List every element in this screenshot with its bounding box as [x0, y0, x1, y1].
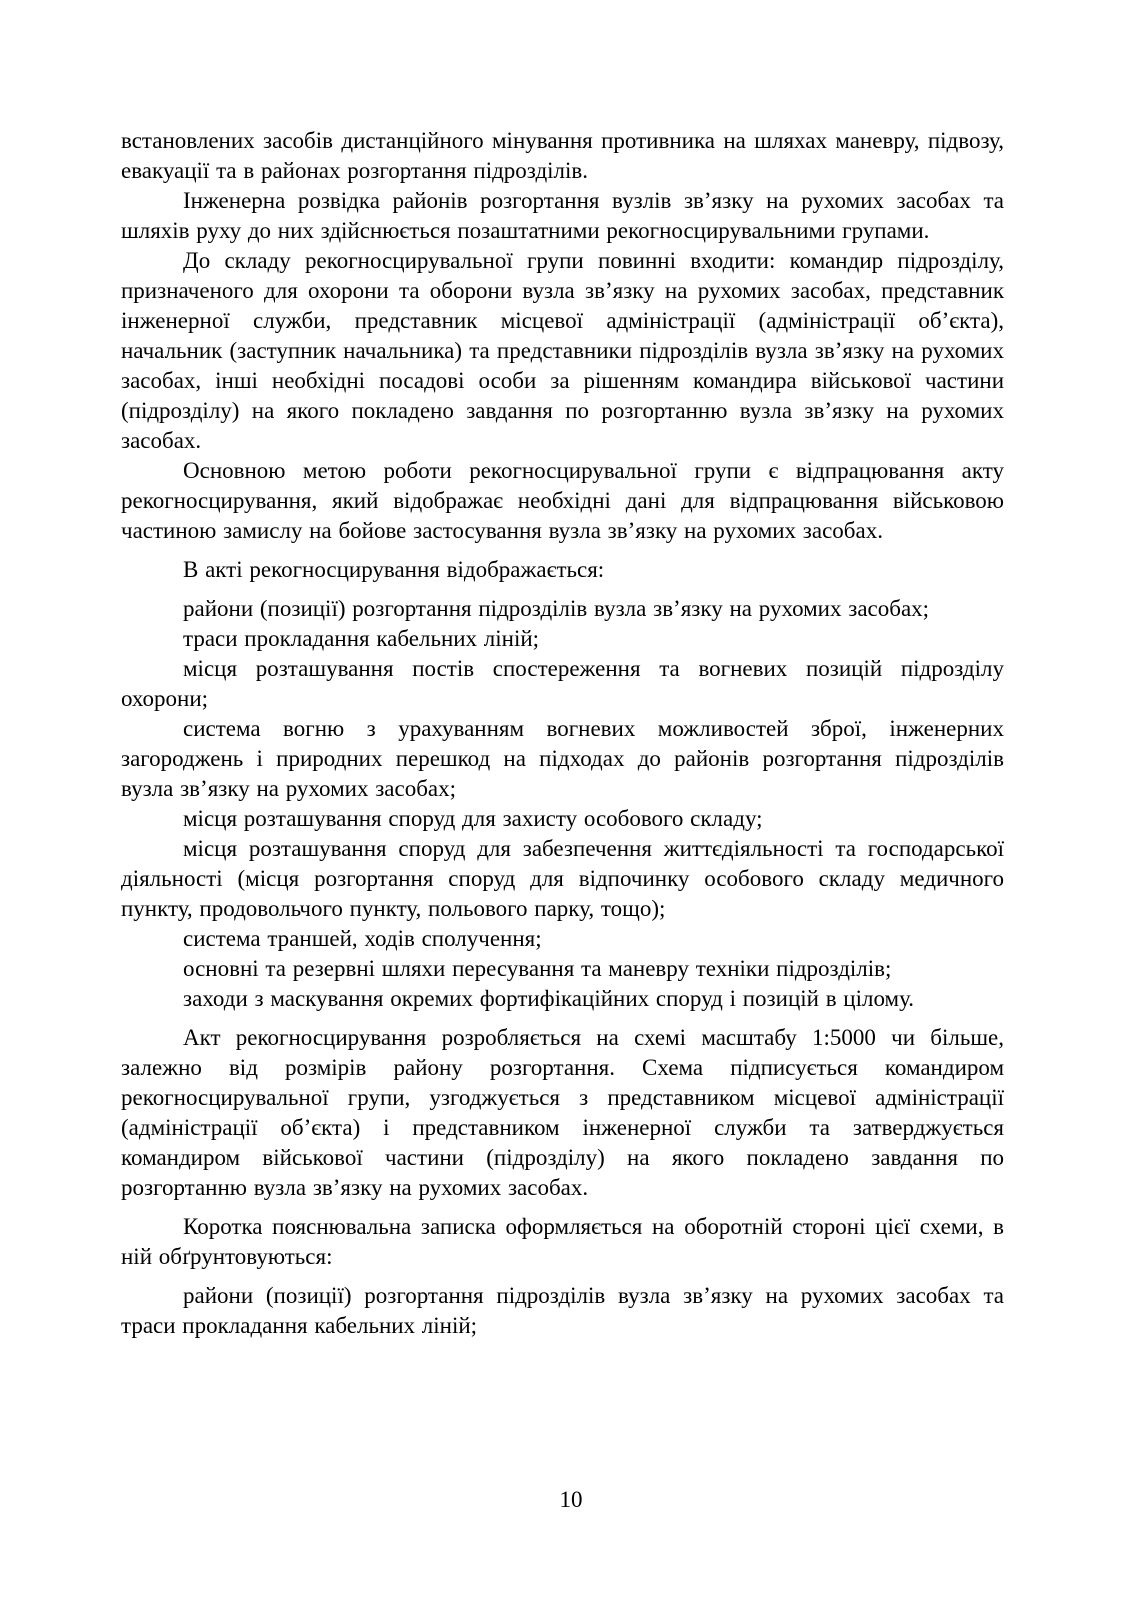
list-item: система вогню з урахуванням вогневих можливостей зброї, інженерних загороджень і природних перешкод на підходах до районів розгортання підрозділів вузла зв’язку на рухомих засобах;: [121, 716, 1004, 801]
list-item: райони (позиції) розгортання підрозділів вузла зв’язку на рухомих засобах;: [183, 596, 930, 621]
paragraph: встановлених засобів дистанційного мінування противника на шляхах маневру, підвозу, евакуації та в районах розгортання підрозділів.: [121, 128, 1004, 183]
list-item: місця розташування споруд для захисту особового складу;: [183, 806, 763, 831]
paragraph: В акті рекогносцирування відображається:: [183, 557, 605, 582]
paragraph: До складу рекогносцирувальної групи повинні входити: командир підрозділу, призначеного для охорони та оборони вузла зв’язку на рухомих засобах, представник інженерної служби, представник місцевої адміністрації (адміністрації об’єкта), начальник (заступник начальника) та представники підрозділів вузла зв’язку на рухомих засобах, інші необхідні посадові особи за рішенням командира військової частини (підрозділу) на якого покладено завдання по розгортанню вузла зв’язку на рухомих засобах.: [121, 248, 1004, 453]
list-item: заходи з маскування окремих фортифікаційних споруд і позицій в цілому.: [183, 986, 915, 1011]
list-item: основні та резервні шляхи пересування та маневру техніки підрозділів;: [183, 956, 892, 981]
paragraph: райони (позиції) розгортання підрозділів вузла зв’язку на рухомих засобах та траси прокладання кабельних ліній;: [121, 1283, 1004, 1338]
page-number: 10: [559, 1487, 583, 1512]
document-text: [121, 126, 1004, 1341]
paragraph: Коротка пояснювальна записка оформляється на оборотній стороні цієї схеми, в ній обґрунтовуються:: [121, 1214, 1004, 1269]
list-item: система траншей, ходів сполучення;: [183, 926, 542, 951]
paragraph: Акт рекогносцирування розробляється на схемі масштабу 1:5000 чи більше, залежно від розмірів району розгортання. Схема підписується командиром рекогносцирувальної групи, узгоджується з представником місцевої адміністрації (адміністрації об’єкта) і представником інженерної служби та затверджується командиром військової частини (підрозділу) на якого покладено завдання по розгортанню вузла зв’язку на рухомих засобах.: [121, 1025, 1004, 1200]
paragraph: Інженерна розвідка районів розгортання вузлів зв’язку на рухомих засобах та шляхів руху до них здійснюється позаштатними рекогносцирувальними групами.: [121, 188, 1004, 243]
list-item: місця розташування постів спостереження та вогневих позицій підрозділу охорони;: [121, 656, 1004, 711]
paragraph: Основною метою роботи рекогносцирувальної групи є відпрацювання акту рекогносцирування, який відображає необхідні дані для відпрацювання військовою частиною замислу на бойове застосування вузла зв’язку на рухомих засобах.: [121, 458, 1004, 543]
list-item: місця розташування споруд для забезпечення життєдіяльності та господарської діяльності (місця розгортання споруд для відпочинку особового складу медичного пункту, продовольчого пункту, польового парку, тощо);: [121, 836, 1004, 921]
list-item: траси прокладання кабельних ліній;: [183, 626, 540, 651]
